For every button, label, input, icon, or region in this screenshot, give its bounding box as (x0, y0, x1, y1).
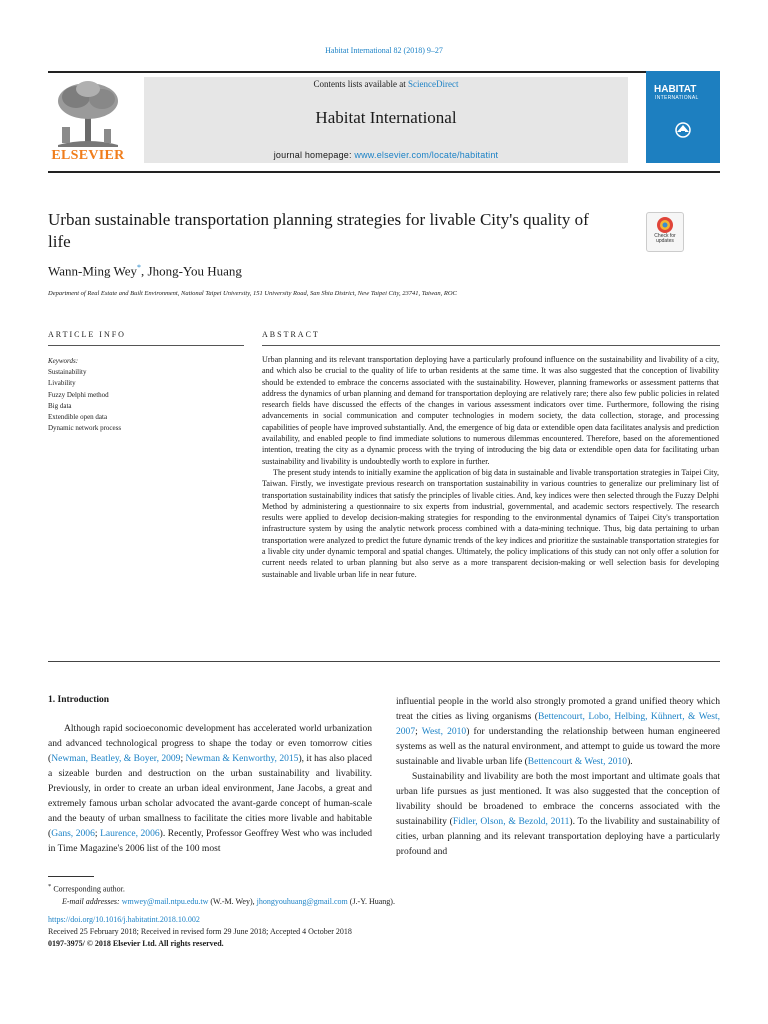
article-footer (48, 914, 352, 951)
journal-masthead (144, 77, 628, 163)
intro-paragraph: influential people in the world also strongly promoted a grand unified theory which treat the cities as living organisms (Bettencourt, Lobo, Helbing, Kühnert, & West, 2007; West, 2010) for understanding the relationship between human engineered systems as well as the natural environment, and attempt to guide us toward the more sustainable and livable urban life (Bettencourt & West, 2010). (396, 696, 720, 767)
publisher-wordmark: ELSEVIER (51, 148, 125, 163)
email-link[interactable]: jhongyouhuang@gmail.com (256, 897, 348, 907)
article-info-rule (48, 345, 244, 346)
abstract-paragraph: Urban planning and its relevant transportation deploying have a particularly profound influence on the sustainability and livability of a city, and which also be crucial to the quality of life to urban residents at the same time. It was also suggested that the conception of livability should be extended to embrace the concerns associated with the sustainability. However, planning frameworks or assessment patterns that address the dynamics of urban planning and demand for transportation deploying are relatively rare; there also few public policies in related research fields have discussed the effects of the changes in various assessment indicators over time. Furthermore, following the rising advancements in social communication and computer technologies in modern society, the data collection, storage, and processing capabilities of people have improved substantially. And, the emergence of big data or extendible open data facilitates analysis and prediction availability, and enabled people to find immediate solutions to numerous dilemmas encountered. Therefore, based on the aforementioned intention, treating the city as a dynamic process with the trying of introducing the big data or extendible open data for facilitating urban sustainability and livability is undoubtedly worth to explore in further. (262, 355, 719, 466)
citation-link[interactable]: Bettencourt & West, 2010 (527, 756, 628, 767)
keyword: Big data (48, 401, 72, 410)
citation-link[interactable]: West, 2010 (421, 726, 467, 737)
keywords-label: Keywords: (48, 357, 79, 365)
citation-link[interactable]: Newman & Kenworthy, 2015 (185, 753, 299, 764)
abstract-heading: ABSTRACT (262, 330, 320, 339)
article-info-heading: ARTICLE INFO (48, 330, 126, 339)
received-dates: Received 25 February 2018; Received in revised form 29 June 2018; Accepted 4 October 2018 (48, 927, 352, 937)
keyword: Fuzzy Delphi method (48, 390, 109, 399)
footnote-rule (48, 876, 94, 877)
intro-left-column (48, 721, 372, 856)
check-updates-line2: updates (656, 238, 674, 244)
citation-link[interactable]: Gans, 2006 (51, 828, 95, 839)
contents-line: Contents lists available at ScienceDirect (313, 79, 459, 89)
copyright: 0197-3975/ © 2018 Elsevier Ltd. All rights reserved. (48, 939, 224, 949)
keywords-list (48, 367, 121, 435)
email-addresses: E-mail addresses: wmwey@mail.ntpu.edu.tw (W.-M. Wey), jhongyouhuang@gmail.com (J.-Y. Huang). (62, 897, 395, 907)
citation-link[interactable]: Laurence, 2006 (100, 828, 160, 839)
header-bottom-rule (48, 171, 720, 173)
keyword: Dynamic network process (48, 424, 122, 433)
cover-subtitle: INTERNATIONAL (655, 95, 699, 101)
section-heading: 1. Introduction (48, 695, 110, 705)
citation-link[interactable]: Newman, Beatley, & Boyer, 2009 (51, 753, 181, 764)
intro-paragraph: Sustainability and livability are both the most important and ultimate goals that urban life pursues as just mentioned. It was also suggested that the conception of livability should be broadened to embrace the concerns associated with the sustainability (Fidler, Olson, & Bezold, 2011). To the livability and sustainability of cities, urban planning and its relevant transportation deploying have a particularly profound and (396, 771, 720, 857)
cover-title: HABITAT (654, 84, 697, 95)
citation-link[interactable]: Bettencourt, Lobo, Helbing, Kühnert, & West, 2007 (396, 711, 720, 737)
corresponding-author-note: * Corresponding author. (48, 883, 125, 894)
intro-right-column (396, 694, 720, 859)
corresponding-author-mark[interactable]: * (137, 263, 142, 272)
footnote (48, 881, 395, 909)
intro-paragraph: Although rapid socioeconomic development has accelerated world urbanization and advanced technological progress to shape the today or even tomorrow cities (Newman, Beatley, & Boyer, 2009; Newman & Kenworthy, 2015), it has also placed a sizeable burden and destruction on the urban sustainability and livability. Previously, in order to create an urban ideal environment, Jane Jacobs, a great and extremely famous urban scholar advocated the avant-garde concept of human-scale and the beauty of urban smallness to facilitate the cities more livable and habitable (Gans, 2006; Laurence, 2006). Recently, Professor Geoffrey West who was included in Time Magazine's 2006 list of the 100 most (48, 723, 373, 854)
abstract-body (262, 354, 719, 580)
abstract-rule (262, 345, 720, 346)
cover-emblem-icon (674, 121, 692, 139)
homepage-link[interactable]: www.elsevier.com/locate/habitatint (354, 150, 499, 160)
affiliation: Department of Real Estate and Built Environment, National Taipei University, 151 University Road, San Shia District, New Taipei City, 23741, Taiwan, ROC (48, 290, 457, 297)
author-list (48, 263, 242, 279)
check-updates-icon (656, 216, 674, 234)
check-updates-line1: Check for (654, 233, 676, 239)
doi-link[interactable]: https://doi.org/10.1016/j.habitatint.2018.10.002 (48, 915, 200, 924)
author-name: Wann-Ming Wey (48, 263, 138, 279)
journal-reference[interactable]: Habitat International 82 (2018) 9–27 (325, 46, 443, 55)
keyword: Livability (48, 379, 76, 388)
sciencedirect-link[interactable]: ScienceDirect (408, 79, 459, 89)
author-name: , Jhong-You Huang (141, 263, 242, 279)
email-link[interactable]: wmwey@mail.ntpu.edu.tw (121, 897, 209, 907)
journal-name: Habitat International (315, 108, 457, 127)
abstract-paragraph: The present study intends to initially examine the application of big data in sustainable and livable transportation strategies in Taipei City, Taiwan. Firstly, we investigate previous research on transportation sustainability in various countries to generalize our preliminary list of transportation sustainability indices that satisfy the principles of livable cities. And, key indices were then selected through the Fuzzy Delphi Method by administering a questionnaire to six experts from industrial, governmental, and academic sectors respectively. The research results were applied to develop decision-making strategies for responding to the environmental dynamics of Taipei City's transportation infrastructure system by using the analytic network process combined with a data-mining technique. Thus, big data pertaining to urban transportation were analyzed to predict the future dynamic trends of the key indices and prioritize the sustainable transportation strategies for a livable city under dynamic temporal and spatial changes. Ultimately, the policy implications of this study can not only offer a solution for current needs related to urban planning but also serve as a more transparent decision-making or well selection basis for developing sustainable and livable urban life in near future. (262, 467, 719, 579)
paper-title: Urban sustainable transportation planning strategies for livable City's quality of life (48, 210, 589, 251)
keyword: Sustainability (48, 368, 87, 376)
journal-homepage: journal homepage: www.elsevier.com/locate/habitatint (273, 150, 499, 160)
check-for-updates-badge[interactable] (646, 212, 684, 252)
citation-link[interactable]: Fidler, Olson, & Bezold, 2011 (452, 816, 570, 827)
journal-cover[interactable] (646, 71, 720, 163)
keyword: Extendible open data (48, 413, 108, 422)
abstract-end-rule (48, 661, 720, 662)
header-top-rule (48, 71, 720, 73)
